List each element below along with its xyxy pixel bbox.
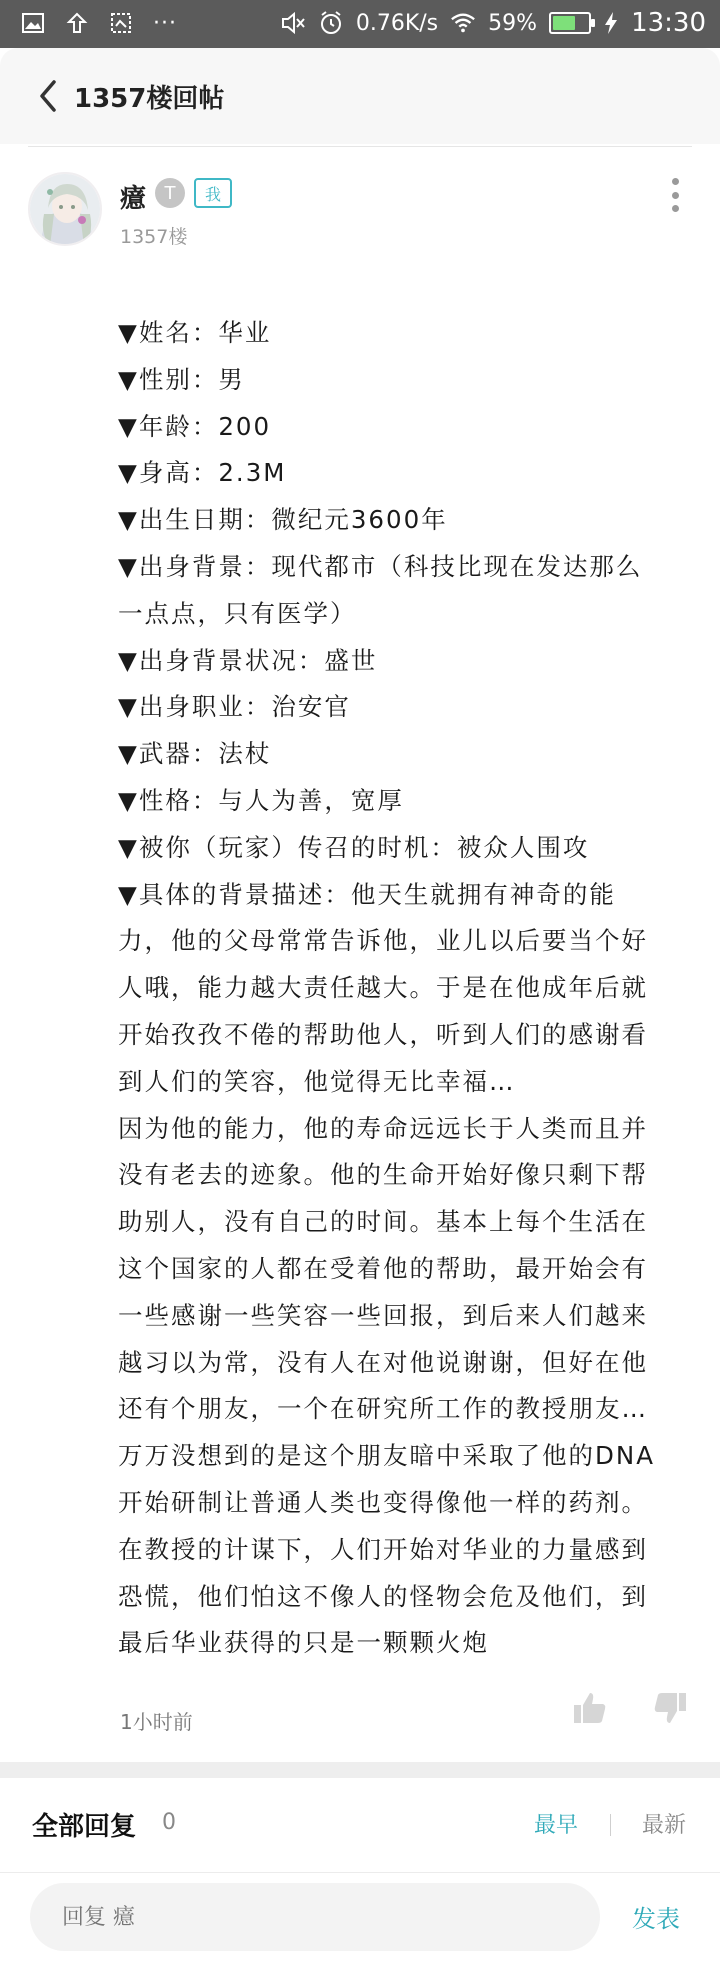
header-divider — [28, 146, 692, 147]
content-line: 开始孜孜不倦的帮助他人，听到人们的感谢看 — [118, 1019, 648, 1049]
screenshot-notification-icon — [108, 10, 134, 36]
content-line: 最后华业获得的只是一颗颗火炮 — [118, 1628, 489, 1658]
battery-fill — [553, 16, 575, 30]
content-line: 一点点，只有医学） — [118, 598, 357, 628]
content-line: 开始研制让普通人类也变得像他一样的药剂。 — [118, 1487, 648, 1517]
content-line: ▼性别：男 — [118, 364, 245, 394]
publish-button[interactable]: 发表 — [632, 1905, 680, 1933]
wifi-icon — [450, 10, 476, 36]
sort-divider — [610, 1814, 611, 1836]
status-right — [280, 8, 706, 38]
content-line: 这个国家的人都在受着他的帮助，最开始会有 — [118, 1253, 648, 1283]
content-line: ▼出身背景状况：盛世 — [118, 645, 378, 675]
battery-icon — [549, 12, 591, 34]
reply-input[interactable] — [30, 1883, 600, 1951]
content-line: ▼年龄：200 — [118, 411, 272, 441]
content-line: ▼姓名：华业 — [118, 318, 272, 347]
reply-bar — [0, 1872, 720, 1961]
content-line: 一些感谢一些笑容一些回报，到后来人们越来 — [118, 1300, 648, 1330]
battery-percent: 59% — [488, 10, 538, 36]
thumbs-down-icon[interactable] — [652, 1690, 688, 1726]
charging-icon — [603, 10, 619, 36]
content-line: ▼身高：2.3M — [118, 458, 287, 488]
more-dot — [672, 205, 679, 212]
content-line: ▼出身职业：治安官 — [118, 692, 351, 722]
content-line: 越习以为常，没有人在对他说谢谢，但好在他 — [118, 1347, 648, 1377]
content-line: ▼性格：与人为善，宽厚 — [118, 785, 404, 815]
more-notifications-icon: ··· — [153, 10, 177, 36]
post-content — [118, 310, 686, 1667]
alarm-icon — [318, 10, 344, 36]
back-arrow-icon[interactable] — [34, 78, 64, 114]
content-line: 到人们的笑容，他觉得无比幸福… — [118, 1066, 516, 1096]
thumbs-up-icon[interactable] — [572, 1690, 608, 1726]
content-line: 没有老去的迹象。他的生命开始好像只剩下帮 — [118, 1160, 648, 1190]
avatar[interactable] — [28, 172, 102, 246]
post-time: 1小时前 — [120, 1710, 193, 1734]
mute-icon — [280, 10, 306, 36]
clock: 13:30 — [631, 8, 706, 38]
content-line: ▼具体的背景描述：他天生就拥有神奇的能 — [118, 879, 616, 909]
content-line: 助别人，没有自己的时间。基本上每个生活在 — [118, 1207, 648, 1237]
content-line: 恐慌，他们怕这不像人的怪物会危及他们，到 — [118, 1581, 648, 1611]
replies-title: 全部回复 — [32, 1812, 137, 1842]
level-badge: T — [155, 178, 185, 208]
network-speed: 0.76K/s — [355, 10, 439, 36]
upload-notification-icon — [64, 10, 90, 36]
content-line: ▼出身背景：现代都市（科技比现在发达那么 — [118, 551, 643, 581]
more-dot — [672, 192, 679, 199]
page-title: 1357楼回帖 — [74, 84, 225, 114]
status-left-icons — [20, 10, 178, 36]
image-notification-icon — [20, 10, 46, 36]
status-bar — [0, 0, 720, 48]
content-line: ▼出生日期：微纪元3600年 — [118, 505, 448, 535]
content-line: ▼武器：法杖 — [118, 739, 272, 769]
replies-count: 0 — [162, 1810, 176, 1835]
top-bar — [0, 48, 720, 144]
more-dot — [672, 178, 679, 185]
me-badge: 我 — [194, 178, 232, 208]
username[interactable]: 癔 — [120, 184, 147, 214]
content-line: 万万没想到的是这个朋友暗中采取了他的DNA — [118, 1441, 655, 1471]
content-line: ▼被你（玩家）传召的时机：被众人围攻 — [118, 832, 590, 862]
section-divider — [0, 1762, 720, 1778]
content-line: 人哦，能力越大责任越大。于是在他成年后就 — [118, 973, 648, 1003]
sort-earliest-button[interactable]: 最早 — [534, 1813, 579, 1838]
floor-number: 1357楼 — [120, 226, 188, 248]
sort-newest-button[interactable]: 最新 — [642, 1813, 687, 1838]
content-line: 因为他的能力，他的寿命远远长于人类而且并 — [118, 1113, 648, 1143]
content-line: 在教授的计谋下，人们开始对华业的力量感到 — [118, 1534, 648, 1564]
content-line: 力，他的父母常常告诉他，业儿以后要当个好 — [118, 926, 648, 956]
more-options-icon[interactable] — [670, 178, 680, 212]
content-line: 还有个朋友，一个在研究所工作的教授朋友… — [118, 1394, 648, 1424]
